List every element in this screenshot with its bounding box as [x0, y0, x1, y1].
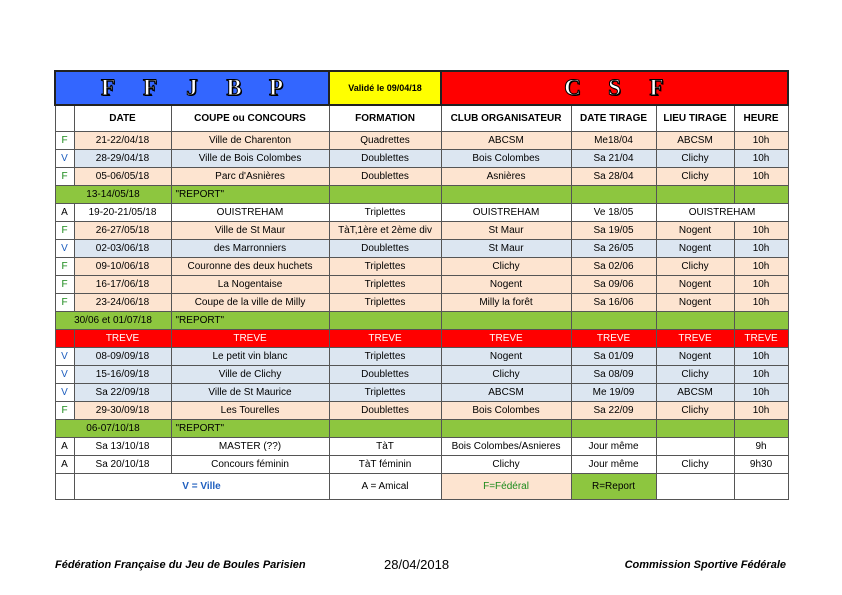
event-draw-place: Nogent — [656, 276, 734, 294]
banner-letter: P — [268, 75, 284, 100]
event-time: 10h — [734, 168, 788, 186]
event-club: Bois Colombes/Asnieres — [441, 438, 571, 456]
table-row — [55, 258, 788, 276]
event-draw-date: Ve 18/05 — [571, 204, 656, 222]
event-name: Les Tourelles — [171, 402, 329, 420]
footer-commission: Commission Sportive Fédérale — [624, 559, 786, 571]
validation-note: Validé le 09/04/18 — [329, 71, 441, 105]
report-empty — [329, 312, 441, 330]
table-row — [55, 348, 788, 366]
event-code: F — [55, 168, 74, 186]
event-club: ABCSM — [441, 384, 571, 402]
treve-cell: TREVE — [74, 330, 171, 348]
event-date: Sa 22/09/18 — [74, 384, 171, 402]
event-code: A — [55, 456, 74, 474]
header-draw-place: LIEU TIRAGE — [656, 105, 734, 132]
event-name: Concours féminin — [171, 456, 329, 474]
event-draw-place: ABCSM — [656, 384, 734, 402]
event-date: 09-10/06/18 — [74, 258, 171, 276]
header-code — [55, 105, 74, 132]
event-draw-place: Clichy — [656, 366, 734, 384]
event-date: 29-30/09/18 — [74, 402, 171, 420]
table-row — [55, 456, 788, 474]
event-name: Ville de Clichy — [171, 366, 329, 384]
event-format: Doublettes — [329, 402, 441, 420]
event-date: 02-03/06/18 — [74, 240, 171, 258]
header-time: HEURE — [734, 105, 788, 132]
table-row — [55, 222, 788, 240]
column-header-row — [55, 105, 788, 132]
event-draw-date: Sa 26/05 — [571, 240, 656, 258]
event-time: 10h — [734, 132, 788, 150]
event-club: OUISTREHAM — [441, 204, 571, 222]
report-empty — [656, 186, 734, 204]
event-code: F — [55, 276, 74, 294]
header-draw-date: DATE TIRAGE — [571, 105, 656, 132]
page-footer — [55, 559, 786, 575]
banner-letter: S — [608, 75, 621, 100]
ffjbp-banner — [55, 71, 329, 105]
event-time: 10h — [734, 150, 788, 168]
event-club: St Maur — [441, 240, 571, 258]
event-format: Doublettes — [329, 150, 441, 168]
treve-row — [55, 330, 788, 348]
event-name: des Marronniers — [171, 240, 329, 258]
header-club: CLUB ORGANISATEUR — [441, 105, 571, 132]
event-draw-date: Sa 19/05 — [571, 222, 656, 240]
event-name: Ville de St Maurice — [171, 384, 329, 402]
event-code: V — [55, 150, 74, 168]
event-name: Couronne des deux huchets — [171, 258, 329, 276]
event-club: Nogent — [441, 348, 571, 366]
legend-empty — [734, 474, 788, 500]
legend-federal: F=Fédéral — [441, 474, 571, 500]
event-date: 16-17/06/18 — [74, 276, 171, 294]
report-empty — [571, 312, 656, 330]
event-format: Triplettes — [329, 276, 441, 294]
table-row — [55, 402, 788, 420]
event-club: St Maur — [441, 222, 571, 240]
event-date: 05-06/05/18 — [74, 168, 171, 186]
event-draw-place: Clichy — [656, 168, 734, 186]
footer-date: 28/04/2018 — [384, 557, 450, 572]
event-code: V — [55, 240, 74, 258]
event-format: Triplettes — [329, 204, 441, 222]
event-format: Doublettes — [329, 168, 441, 186]
event-code: A — [55, 204, 74, 222]
event-date: 19-20-21/05/18 — [74, 204, 171, 222]
legend-ville: V = Ville — [74, 474, 329, 500]
report-row — [55, 312, 788, 330]
report-empty — [329, 186, 441, 204]
banner-letter: B — [226, 75, 242, 100]
report-empty — [441, 420, 571, 438]
header-date: DATE — [74, 105, 171, 132]
treve-cell: TREVE — [329, 330, 441, 348]
event-time: 10h — [734, 222, 788, 240]
legend-spacer — [55, 474, 74, 500]
treve-cell: TREVE — [734, 330, 788, 348]
report-row — [55, 186, 788, 204]
event-name: OUISTREHAM — [171, 204, 329, 222]
event-time: 10h — [734, 348, 788, 366]
event-format: Triplettes — [329, 348, 441, 366]
report-empty — [441, 312, 571, 330]
event-format: TàT,1ère et 2ème div — [329, 222, 441, 240]
csf-banner — [441, 71, 788, 105]
table-row — [55, 168, 788, 186]
event-club: ABCSM — [441, 132, 571, 150]
event-name: Ville de St Maur — [171, 222, 329, 240]
event-time: 9h30 — [734, 456, 788, 474]
banner-letter: C — [564, 75, 581, 100]
report-empty — [734, 312, 788, 330]
treve-cell: TREVE — [656, 330, 734, 348]
event-draw-date: Sa 02/06 — [571, 258, 656, 276]
event-code: F — [55, 258, 74, 276]
event-draw-place: ABCSM — [656, 132, 734, 150]
event-date: 08-09/09/18 — [74, 348, 171, 366]
event-code: F — [55, 222, 74, 240]
report-label: "REPORT" — [171, 312, 329, 330]
event-draw-place: Nogent — [656, 348, 734, 366]
table-row — [55, 204, 788, 222]
event-format: Quadrettes — [329, 132, 441, 150]
calendar-sheet — [54, 70, 787, 500]
table-row — [55, 366, 788, 384]
event-name: Parc d'Asnières — [171, 168, 329, 186]
event-format: Doublettes — [329, 240, 441, 258]
event-time: 10h — [734, 276, 788, 294]
event-draw-date: Sa 28/04 — [571, 168, 656, 186]
event-format: Triplettes — [329, 258, 441, 276]
event-club: Asnières — [441, 168, 571, 186]
event-draw-date: Sa 01/09 — [571, 348, 656, 366]
event-draw-date: Jour même — [571, 438, 656, 456]
header-format: FORMATION — [329, 105, 441, 132]
event-date: 23-24/06/18 — [74, 294, 171, 312]
event-code: F — [55, 294, 74, 312]
event-date: 15-16/09/18 — [74, 366, 171, 384]
legend-empty — [656, 474, 734, 500]
report-empty — [734, 420, 788, 438]
event-name: Ville de Charenton — [171, 132, 329, 150]
event-date: Sa 20/10/18 — [74, 456, 171, 474]
event-time: 10h — [734, 384, 788, 402]
treve-cell: TREVE — [171, 330, 329, 348]
event-draw-place: Nogent — [656, 222, 734, 240]
report-empty — [329, 420, 441, 438]
banner-letter: J — [186, 75, 198, 100]
event-format: Doublettes — [329, 366, 441, 384]
treve-cell: TREVE — [441, 330, 571, 348]
event-format: Triplettes — [329, 384, 441, 402]
event-draw-place: Clichy — [656, 258, 734, 276]
event-name: Le petit vin blanc — [171, 348, 329, 366]
report-empty — [656, 420, 734, 438]
legend-row — [55, 474, 788, 500]
table-row — [55, 384, 788, 402]
event-date: Sa 13/10/18 — [74, 438, 171, 456]
report-empty — [656, 312, 734, 330]
report-date: 06-07/10/18 — [55, 420, 171, 438]
event-name: La Nogentaise — [171, 276, 329, 294]
calendar-table — [54, 70, 789, 500]
event-time: 9h — [734, 438, 788, 456]
report-empty — [441, 186, 571, 204]
event-club: Nogent — [441, 276, 571, 294]
event-time: 10h — [734, 294, 788, 312]
report-label: "REPORT" — [171, 420, 329, 438]
event-draw-date: Jour même — [571, 456, 656, 474]
event-draw-place: Nogent — [656, 240, 734, 258]
event-date: 21-22/04/18 — [74, 132, 171, 150]
event-draw-date: Sa 16/06 — [571, 294, 656, 312]
event-time: 10h — [734, 258, 788, 276]
report-label: "REPORT" — [171, 186, 329, 204]
table-row — [55, 132, 788, 150]
event-club: Clichy — [441, 258, 571, 276]
event-draw-date: Me 19/09 — [571, 384, 656, 402]
event-draw-place: Clichy — [656, 150, 734, 168]
event-name: Ville de Bois Colombes — [171, 150, 329, 168]
event-format: TàT — [329, 438, 441, 456]
event-draw-date: Me18/04 — [571, 132, 656, 150]
event-draw-place: OUISTREHAM — [656, 204, 788, 222]
table-row — [55, 240, 788, 258]
title-row — [55, 71, 788, 105]
header-event: COUPE ou CONCOURS — [171, 105, 329, 132]
event-draw-place: Clichy — [656, 402, 734, 420]
event-time: 10h — [734, 366, 788, 384]
banner-letter: F — [649, 75, 664, 100]
banner-letter: F — [100, 75, 116, 100]
event-draw-place: Nogent — [656, 294, 734, 312]
event-time: 10h — [734, 402, 788, 420]
event-draw-date: Sa 09/06 — [571, 276, 656, 294]
report-empty — [734, 186, 788, 204]
event-code: A — [55, 438, 74, 456]
event-draw-date: Sa 21/04 — [571, 150, 656, 168]
event-date: 26-27/05/18 — [74, 222, 171, 240]
table-row — [55, 276, 788, 294]
report-row — [55, 420, 788, 438]
report-date: 13-14/05/18 — [55, 186, 171, 204]
event-time: 10h — [734, 240, 788, 258]
event-date: 28-29/04/18 — [74, 150, 171, 168]
event-club: Bois Colombes — [441, 150, 571, 168]
table-row — [55, 150, 788, 168]
event-code: F — [55, 132, 74, 150]
banner-letter: F — [142, 75, 158, 100]
event-format: TàT féminin — [329, 456, 441, 474]
table-row — [55, 294, 788, 312]
event-draw-place — [656, 438, 734, 456]
report-empty — [571, 186, 656, 204]
event-code: V — [55, 384, 74, 402]
event-code: F — [55, 402, 74, 420]
report-date: 30/06 et 01/07/18 — [55, 312, 171, 330]
event-name: Coupe de la ville de Milly — [171, 294, 329, 312]
event-format: Triplettes — [329, 294, 441, 312]
legend-amical: A = Amical — [329, 474, 441, 500]
event-draw-place: Clichy — [656, 456, 734, 474]
footer-federation: Fédération Française du Jeu de Boules Parisien — [55, 559, 306, 571]
event-code: V — [55, 366, 74, 384]
event-draw-date: Sa 22/09 — [571, 402, 656, 420]
event-club: Clichy — [441, 456, 571, 474]
event-club: Clichy — [441, 366, 571, 384]
legend-report: R=Report — [571, 474, 656, 500]
treve-code — [55, 330, 74, 348]
report-empty — [571, 420, 656, 438]
event-draw-date: Sa 08/09 — [571, 366, 656, 384]
table-row — [55, 438, 788, 456]
event-club: Bois Colombes — [441, 402, 571, 420]
event-code: V — [55, 348, 74, 366]
event-club: Milly la forêt — [441, 294, 571, 312]
treve-cell: TREVE — [571, 330, 656, 348]
event-name: MASTER (??) — [171, 438, 329, 456]
